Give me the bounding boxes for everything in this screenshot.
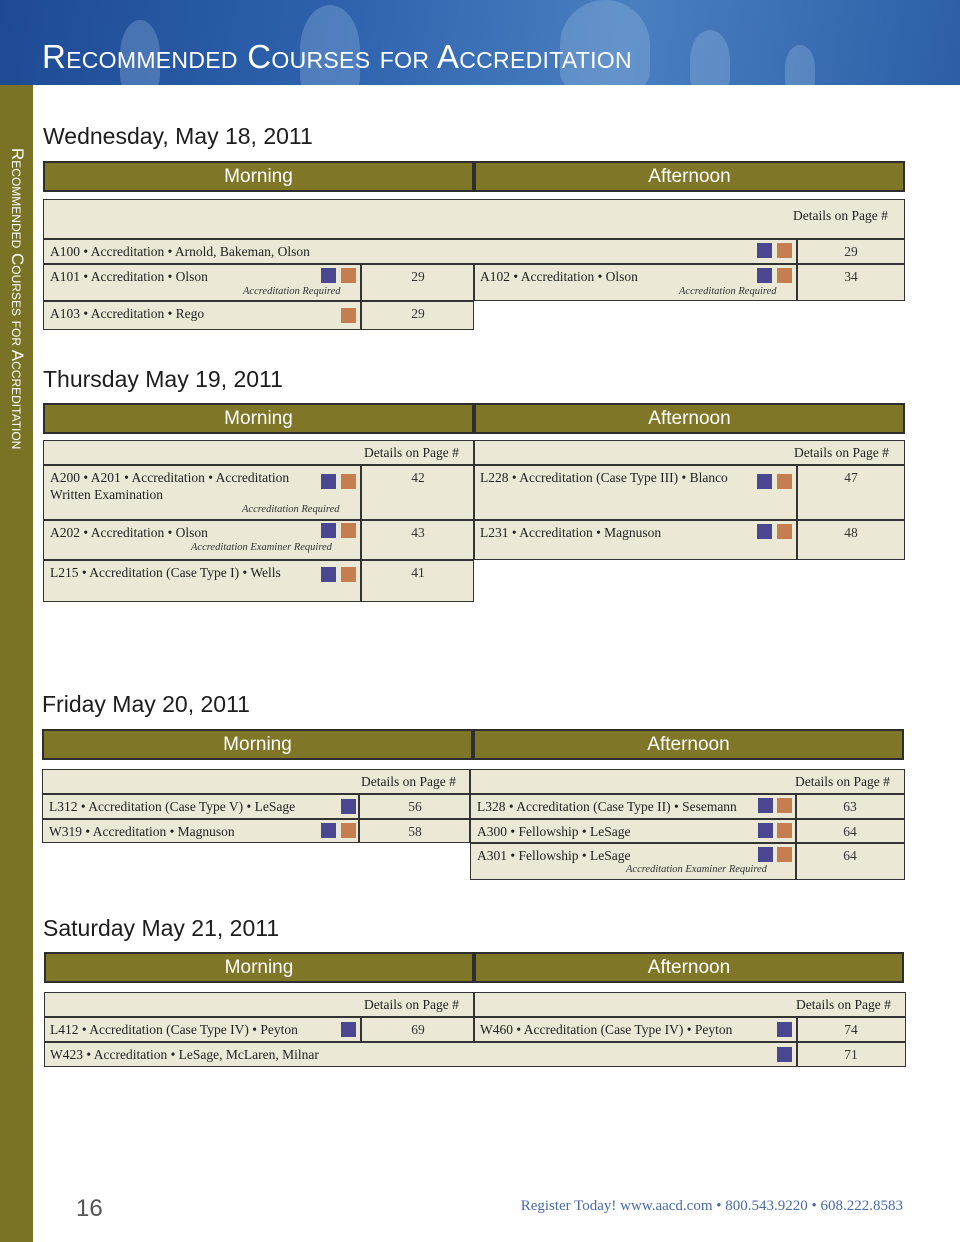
blue-square-icon xyxy=(341,799,356,814)
page-number: 29 xyxy=(844,244,858,259)
details-on-page-label: Details on Page # xyxy=(794,445,889,460)
morning-header: Morning xyxy=(42,729,473,760)
orange-square-icon xyxy=(777,268,792,283)
page-number: 58 xyxy=(408,824,422,839)
morning-header: Morning xyxy=(43,403,474,434)
blue-square-icon xyxy=(777,1047,792,1062)
morning-header: Morning xyxy=(44,952,474,983)
page-number: 34 xyxy=(844,269,858,284)
course-title: A200 • A201 • Accreditation • Accreditation xyxy=(50,470,290,485)
morning-header: Morning xyxy=(43,161,474,192)
course-title-line2: Written Examination xyxy=(50,487,164,502)
course-title: L312 • Accreditation (Case Type V) • LeSage xyxy=(49,799,296,814)
orange-square-icon xyxy=(341,268,356,283)
afternoon-header: Afternoon xyxy=(474,952,904,983)
course-title: L228 • Accreditation (Case Type III) • Blanco xyxy=(480,470,728,485)
details-header-cell xyxy=(43,199,905,239)
course-title: A300 • Fellowship • LeSage xyxy=(477,824,631,839)
afternoon-header: Afternoon xyxy=(473,729,904,760)
blue-square-icon xyxy=(757,243,772,258)
orange-square-icon xyxy=(777,243,792,258)
banner-photo-figure xyxy=(690,30,730,85)
page-number: 47 xyxy=(844,470,858,485)
course-title: W319 • Accreditation • Magnuson xyxy=(49,824,235,839)
details-on-page-label: Details on Page # xyxy=(795,774,890,789)
page-number: 74 xyxy=(844,1022,858,1037)
page-number: 42 xyxy=(411,470,425,485)
banner-photo-figure xyxy=(785,45,815,85)
details-on-page-label: Details on Page # xyxy=(364,445,459,460)
page-number: 43 xyxy=(411,525,425,540)
orange-square-icon xyxy=(341,308,356,323)
course-note: Accreditation Required xyxy=(679,286,777,297)
afternoon-header: Afternoon xyxy=(474,403,905,434)
orange-square-icon xyxy=(777,524,792,539)
blue-square-icon xyxy=(757,474,772,489)
course-note: Accreditation Required xyxy=(243,286,341,297)
page-number: 64 xyxy=(843,824,857,839)
blue-square-icon xyxy=(321,474,336,489)
blue-square-icon xyxy=(321,823,336,838)
day-title-thursday: Thursday May 19, 2011 xyxy=(43,366,283,392)
page-number: 48 xyxy=(844,525,858,540)
blue-square-icon xyxy=(321,523,336,538)
orange-square-icon xyxy=(777,823,792,838)
details-on-page-label: Details on Page # xyxy=(793,208,888,223)
details-on-page-label: Details on Page # xyxy=(796,997,891,1012)
orange-square-icon xyxy=(777,798,792,813)
course-note: Accreditation Required xyxy=(242,504,340,515)
orange-square-icon xyxy=(341,523,356,538)
blue-square-icon xyxy=(758,823,773,838)
page-number: 29 xyxy=(411,306,425,321)
course-title: W423 • Accreditation • LeSage, McLaren, Milnar xyxy=(50,1047,319,1062)
day-title-saturday: Saturday May 21, 2011 xyxy=(43,915,280,941)
page-number: 71 xyxy=(844,1047,858,1062)
orange-square-icon xyxy=(341,474,356,489)
course-title: A102 • Accreditation • Olson xyxy=(480,269,638,284)
course-title: L412 • Accreditation (Case Type IV) • Peyton xyxy=(50,1022,298,1037)
footer-contact: Register Today! www.aacd.com • 800.543.9220 • 608.222.8583 xyxy=(520,1198,903,1214)
blue-square-icon xyxy=(321,268,336,283)
course-title: A101 • Accreditation • Olson xyxy=(50,269,208,284)
course-title: A301 • Fellowship • LeSage xyxy=(477,848,631,863)
afternoon-header: Afternoon xyxy=(474,161,905,192)
blue-square-icon xyxy=(757,268,772,283)
page-number: 29 xyxy=(411,269,425,284)
header-banner xyxy=(0,0,960,85)
course-note: Accreditation Examiner Required xyxy=(626,864,767,875)
orange-square-icon xyxy=(341,567,356,582)
day-title-wednesday: Wednesday, May 18, 2011 xyxy=(43,123,313,149)
course-title: A100 • Accreditation • Arnold, Bakeman, Olson xyxy=(50,244,310,259)
page-title: Recommended Courses for Accreditation xyxy=(42,38,632,75)
orange-square-icon xyxy=(777,474,792,489)
orange-square-icon xyxy=(777,847,792,862)
page-number: 56 xyxy=(408,799,422,814)
orange-square-icon xyxy=(341,823,356,838)
blue-square-icon xyxy=(758,798,773,813)
course-title: A103 • Accreditation • Rego xyxy=(50,306,205,321)
sidebar-label: Recommended Courses for Accreditation xyxy=(8,148,27,450)
page-number-footer: 16 xyxy=(76,1195,103,1222)
blue-square-icon xyxy=(777,1022,792,1037)
course-title: W460 • Accreditation (Case Type IV) • Peyton xyxy=(480,1022,733,1037)
course-title: L231 • Accreditation • Magnuson xyxy=(480,525,662,540)
page-number: 69 xyxy=(411,1022,425,1037)
course-title: L215 • Accreditation (Case Type I) • Wells xyxy=(50,565,281,580)
blue-square-icon xyxy=(758,847,773,862)
day-title-friday: Friday May 20, 2011 xyxy=(42,691,250,717)
blue-square-icon xyxy=(341,1022,356,1037)
page-number: 63 xyxy=(843,799,857,814)
course-title: L328 • Accreditation (Case Type II) • Sesemann xyxy=(477,799,737,814)
page-number: 64 xyxy=(843,848,857,863)
course-note: Accreditation Examiner Required xyxy=(191,542,332,553)
details-on-page-label: Details on Page # xyxy=(361,774,456,789)
course-title: A202 • Accreditation • Olson xyxy=(50,525,208,540)
blue-square-icon xyxy=(321,567,336,582)
page-number: 41 xyxy=(411,565,425,580)
blue-square-icon xyxy=(757,524,772,539)
details-on-page-label: Details on Page # xyxy=(364,997,459,1012)
